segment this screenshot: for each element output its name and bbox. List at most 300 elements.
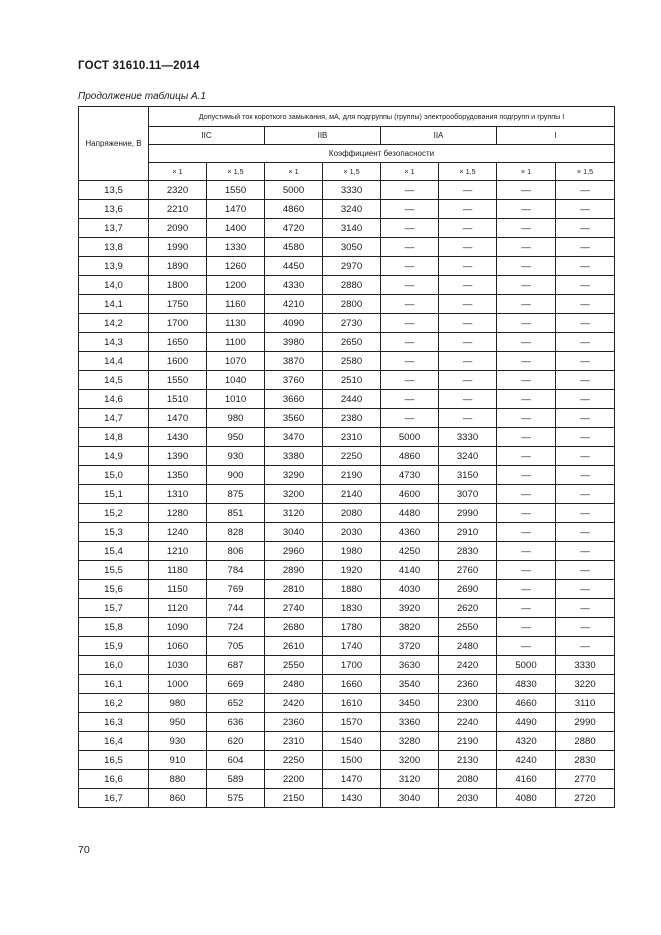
- current-cell: 2250: [323, 447, 381, 466]
- voltage-cell: 16,7: [79, 789, 149, 808]
- current-cell: 2690: [439, 580, 497, 599]
- current-cell: 2890: [265, 561, 323, 580]
- current-cell: 3200: [381, 751, 439, 770]
- current-cell: 2080: [323, 504, 381, 523]
- current-cell: 2420: [439, 656, 497, 675]
- current-cell: —: [497, 428, 556, 447]
- current-cell: —: [556, 200, 615, 219]
- current-cell: 4090: [265, 314, 323, 333]
- current-cell: 2310: [323, 428, 381, 447]
- table-row: [79, 732, 615, 751]
- current-cell: 1030: [149, 656, 207, 675]
- table-row: [79, 770, 615, 789]
- current-cell: 1830: [323, 599, 381, 618]
- current-cell: 2210: [149, 200, 207, 219]
- current-cell: 5000: [381, 428, 439, 447]
- current-cell: 1470: [207, 200, 265, 219]
- table-row: [79, 447, 615, 466]
- current-cell: —: [556, 333, 615, 352]
- voltage-cell: 15,5: [79, 561, 149, 580]
- current-cell: —: [439, 333, 497, 352]
- current-cell: —: [556, 352, 615, 371]
- current-cell: 851: [207, 504, 265, 523]
- current-cell: 3980: [265, 333, 323, 352]
- current-cell: 1890: [149, 257, 207, 276]
- current-cell: —: [556, 447, 615, 466]
- table-caption: Продолжение таблицы А.1: [78, 91, 206, 102]
- table-row: [79, 694, 615, 713]
- factor-header-cell: × 1,5: [323, 163, 381, 181]
- current-cell: 4830: [497, 675, 556, 694]
- current-cell: 2960: [265, 542, 323, 561]
- current-cell: 2830: [439, 542, 497, 561]
- voltage-cell: 13,9: [79, 257, 149, 276]
- current-cell: 3330: [556, 656, 615, 675]
- current-cell: —: [497, 637, 556, 656]
- current-cell: —: [497, 618, 556, 637]
- current-cell: —: [439, 219, 497, 238]
- current-cell: 2130: [439, 751, 497, 770]
- voltage-cell: 16,2: [79, 694, 149, 713]
- voltage-cell: 14,0: [79, 276, 149, 295]
- current-cell: 3240: [439, 447, 497, 466]
- current-cell: —: [381, 219, 439, 238]
- current-cell: —: [556, 637, 615, 656]
- table-row: [79, 219, 615, 238]
- current-cell: 1550: [149, 371, 207, 390]
- table-row: [79, 542, 615, 561]
- current-cell: 705: [207, 637, 265, 656]
- current-cell: —: [497, 542, 556, 561]
- current-cell: 1160: [207, 295, 265, 314]
- current-cell: 1990: [149, 238, 207, 257]
- current-cell: 1660: [323, 675, 381, 694]
- current-cell: 3290: [265, 466, 323, 485]
- current-cell: —: [381, 257, 439, 276]
- current-cell: 2300: [439, 694, 497, 713]
- current-cell: 3330: [439, 428, 497, 447]
- table-row: [79, 295, 615, 314]
- current-cell: 1150: [149, 580, 207, 599]
- current-cell: 769: [207, 580, 265, 599]
- current-cell: 2380: [323, 409, 381, 428]
- current-cell: —: [381, 181, 439, 200]
- current-cell: 2720: [556, 789, 615, 808]
- current-cell: 4720: [265, 219, 323, 238]
- current-cell: 1070: [207, 352, 265, 371]
- current-cell: —: [497, 238, 556, 257]
- current-cell: —: [381, 390, 439, 409]
- current-cell: 3200: [265, 485, 323, 504]
- current-cell: 2190: [323, 466, 381, 485]
- current-cell: 4730: [381, 466, 439, 485]
- table-row: [79, 390, 615, 409]
- current-cell: 4330: [265, 276, 323, 295]
- current-cell: 604: [207, 751, 265, 770]
- document-title: ГОСТ 31610.11—2014: [78, 60, 200, 72]
- current-cell: 3050: [323, 238, 381, 257]
- current-cell: 620: [207, 732, 265, 751]
- current-cell: —: [556, 561, 615, 580]
- current-cell: 1470: [323, 770, 381, 789]
- table-row: [79, 276, 615, 295]
- voltage-cell: 16,5: [79, 751, 149, 770]
- current-cell: 5000: [497, 656, 556, 675]
- current-cell: 3380: [265, 447, 323, 466]
- current-cell: 1310: [149, 485, 207, 504]
- current-cell: 900: [207, 466, 265, 485]
- current-cell: 2240: [439, 713, 497, 732]
- table-row: [79, 618, 615, 637]
- current-cell: —: [497, 447, 556, 466]
- table-row: [79, 789, 615, 808]
- voltage-cell: 14,5: [79, 371, 149, 390]
- current-cell: —: [497, 257, 556, 276]
- current-cell: —: [497, 219, 556, 238]
- table-row: [79, 466, 615, 485]
- current-cell: 1240: [149, 523, 207, 542]
- current-cell: 1130: [207, 314, 265, 333]
- current-cell: 3120: [265, 504, 323, 523]
- page-number: 70: [78, 844, 90, 856]
- current-cell: 687: [207, 656, 265, 675]
- current-cell: 1430: [149, 428, 207, 447]
- current-cell: —: [381, 352, 439, 371]
- current-cell: —: [497, 390, 556, 409]
- voltage-cell: 14,7: [79, 409, 149, 428]
- current-cell: 3820: [381, 618, 439, 637]
- current-cell: 2990: [439, 504, 497, 523]
- current-cell: 1800: [149, 276, 207, 295]
- current-cell: 3150: [439, 466, 497, 485]
- current-cell: 2970: [323, 257, 381, 276]
- current-cell: 4160: [497, 770, 556, 789]
- table-row: [79, 580, 615, 599]
- table-row: [79, 200, 615, 219]
- current-cell: —: [497, 314, 556, 333]
- current-cell: —: [556, 542, 615, 561]
- current-cell: —: [497, 409, 556, 428]
- table-row: [79, 599, 615, 618]
- current-cell: 3360: [381, 713, 439, 732]
- current-cell: 2090: [149, 219, 207, 238]
- current-cell: —: [439, 257, 497, 276]
- current-cell: 875: [207, 485, 265, 504]
- current-cell: 2760: [439, 561, 497, 580]
- current-cell: 2510: [323, 371, 381, 390]
- current-cell: 1000: [149, 675, 207, 694]
- voltage-cell: 15,8: [79, 618, 149, 637]
- current-cell: 950: [149, 713, 207, 732]
- current-cell: 2880: [323, 276, 381, 295]
- current-cell: 980: [207, 409, 265, 428]
- voltage-cell: 16,3: [79, 713, 149, 732]
- current-cell: 1090: [149, 618, 207, 637]
- table-row: [79, 675, 615, 694]
- current-cell: 1210: [149, 542, 207, 561]
- current-cell: 2910: [439, 523, 497, 542]
- current-cell: 880: [149, 770, 207, 789]
- current-cell: —: [381, 200, 439, 219]
- current-cell: 4250: [381, 542, 439, 561]
- current-cell: 4580: [265, 238, 323, 257]
- current-cell: 4480: [381, 504, 439, 523]
- current-cell: 2610: [265, 637, 323, 656]
- current-cell: 1060: [149, 637, 207, 656]
- current-cell: 930: [149, 732, 207, 751]
- table-row: [79, 352, 615, 371]
- current-cell: 2320: [149, 181, 207, 200]
- current-cell: 4140: [381, 561, 439, 580]
- factor-header-cell: × 1,5: [207, 163, 265, 181]
- current-cell: 3220: [556, 675, 615, 694]
- current-cell: —: [556, 618, 615, 637]
- current-cell: —: [497, 371, 556, 390]
- current-cell: —: [556, 371, 615, 390]
- table-row: [79, 504, 615, 523]
- current-cell: 860: [149, 789, 207, 808]
- current-cell: 2420: [265, 694, 323, 713]
- factor-header-cell: × 1: [149, 163, 207, 181]
- current-cell: 4320: [497, 732, 556, 751]
- current-cell: 2360: [439, 675, 497, 694]
- voltage-cell: 16,4: [79, 732, 149, 751]
- current-cell: 1740: [323, 637, 381, 656]
- current-cell: —: [381, 371, 439, 390]
- current-cell: —: [497, 276, 556, 295]
- current-cell: —: [439, 390, 497, 409]
- current-cell: 575: [207, 789, 265, 808]
- current-cell: —: [556, 181, 615, 200]
- voltage-cell: 15,9: [79, 637, 149, 656]
- current-cell: 4210: [265, 295, 323, 314]
- current-cell: 1010: [207, 390, 265, 409]
- factor-header-cell: × 1: [497, 163, 556, 181]
- current-cell: 4860: [381, 447, 439, 466]
- current-cell: 3720: [381, 637, 439, 656]
- voltage-cell: 13,7: [79, 219, 149, 238]
- table-row: [79, 371, 615, 390]
- table-row: [79, 561, 615, 580]
- voltage-cell: 14,1: [79, 295, 149, 314]
- current-cell: 1200: [207, 276, 265, 295]
- current-cell: —: [439, 181, 497, 200]
- current-cell: 3240: [323, 200, 381, 219]
- group-header-iib: IIB: [265, 127, 381, 145]
- current-cell: —: [439, 238, 497, 257]
- current-cell: 669: [207, 675, 265, 694]
- current-cell: 1430: [323, 789, 381, 808]
- current-cell: 784: [207, 561, 265, 580]
- current-cell: 3110: [556, 694, 615, 713]
- current-cell: 1390: [149, 447, 207, 466]
- current-cell: —: [497, 504, 556, 523]
- current-cell: 1700: [149, 314, 207, 333]
- current-cell: 2810: [265, 580, 323, 599]
- current-cell: 2030: [439, 789, 497, 808]
- current-cell: 3870: [265, 352, 323, 371]
- factor-header-cell: × 1: [381, 163, 439, 181]
- current-cell: 1610: [323, 694, 381, 713]
- voltage-cell: 15,2: [79, 504, 149, 523]
- current-cell: 910: [149, 751, 207, 770]
- current-cell: 1880: [323, 580, 381, 599]
- current-cell: —: [556, 504, 615, 523]
- voltage-cell: 14,3: [79, 333, 149, 352]
- current-cell: 2200: [265, 770, 323, 789]
- current-cell: —: [497, 295, 556, 314]
- current-cell: —: [556, 390, 615, 409]
- current-cell: 1920: [323, 561, 381, 580]
- table-row: [79, 523, 615, 542]
- current-cell: 1400: [207, 219, 265, 238]
- current-cell: 652: [207, 694, 265, 713]
- current-cell: 744: [207, 599, 265, 618]
- current-cell: 4080: [497, 789, 556, 808]
- current-cell: 1540: [323, 732, 381, 751]
- voltage-cell: 15,7: [79, 599, 149, 618]
- current-cell: 2360: [265, 713, 323, 732]
- voltage-cell: 15,1: [79, 485, 149, 504]
- current-cell: 2550: [265, 656, 323, 675]
- current-cell: 3660: [265, 390, 323, 409]
- current-cell: 1510: [149, 390, 207, 409]
- current-cell: —: [439, 371, 497, 390]
- current-cell: —: [556, 238, 615, 257]
- table-row: [79, 257, 615, 276]
- voltage-cell: 14,9: [79, 447, 149, 466]
- voltage-cell: 16,0: [79, 656, 149, 675]
- current-cell: —: [439, 409, 497, 428]
- current-cell: —: [439, 314, 497, 333]
- current-cell: 2650: [323, 333, 381, 352]
- group-header-i: I: [497, 127, 615, 145]
- current-cell: 1260: [207, 257, 265, 276]
- current-cell: 3760: [265, 371, 323, 390]
- voltage-cell: 13,8: [79, 238, 149, 257]
- current-cell: 980: [149, 694, 207, 713]
- voltage-header: Напряжение, В: [79, 107, 149, 181]
- current-cell: 2620: [439, 599, 497, 618]
- current-cell: —: [497, 181, 556, 200]
- current-cell: 2990: [556, 713, 615, 732]
- current-cell: 4450: [265, 257, 323, 276]
- current-cell: 2770: [556, 770, 615, 789]
- current-cell: 950: [207, 428, 265, 447]
- current-cell: 3560: [265, 409, 323, 428]
- current-cell: 2680: [265, 618, 323, 637]
- current-cell: 589: [207, 770, 265, 789]
- factor-header-cell: × 1,5: [556, 163, 615, 181]
- factor-header-cell: × 1,5: [439, 163, 497, 181]
- current-cell: —: [497, 561, 556, 580]
- current-cell: 1180: [149, 561, 207, 580]
- table-row: [79, 181, 615, 200]
- group-header-iic: IIC: [149, 127, 265, 145]
- current-cell: 2250: [265, 751, 323, 770]
- table-row: [79, 713, 615, 732]
- current-cell: 2440: [323, 390, 381, 409]
- table-row: [79, 314, 615, 333]
- safety-factor-header: Коэффициент безопасности: [149, 145, 615, 163]
- table-row: [79, 409, 615, 428]
- current-cell: 1750: [149, 295, 207, 314]
- current-cell: 1120: [149, 599, 207, 618]
- table-row: [79, 656, 615, 675]
- voltage-cell: 16,6: [79, 770, 149, 789]
- current-cell: 724: [207, 618, 265, 637]
- current-cell: 1600: [149, 352, 207, 371]
- current-cell: 5000: [265, 181, 323, 200]
- current-cell: 3140: [323, 219, 381, 238]
- current-cell: 2150: [265, 789, 323, 808]
- current-cell: —: [381, 314, 439, 333]
- current-cell: —: [381, 333, 439, 352]
- current-cell: —: [381, 295, 439, 314]
- current-cell: 1980: [323, 542, 381, 561]
- current-cell: 3540: [381, 675, 439, 694]
- current-cell: 2140: [323, 485, 381, 504]
- current-cell: 2740: [265, 599, 323, 618]
- current-cell: —: [497, 352, 556, 371]
- current-cell: 2480: [439, 637, 497, 656]
- current-cell: 3040: [381, 789, 439, 808]
- voltage-cell: 14,8: [79, 428, 149, 447]
- current-cell: 2730: [323, 314, 381, 333]
- current-cell: 2830: [556, 751, 615, 770]
- current-cell: —: [381, 238, 439, 257]
- current-cell: 1470: [149, 409, 207, 428]
- current-cell: 1500: [323, 751, 381, 770]
- current-cell: 1330: [207, 238, 265, 257]
- short-circuit-current-table: [78, 106, 615, 808]
- current-cell: 3070: [439, 485, 497, 504]
- current-cell: 828: [207, 523, 265, 542]
- table-body: [79, 181, 615, 808]
- current-cell: 4360: [381, 523, 439, 542]
- current-cell: —: [556, 580, 615, 599]
- current-cell: —: [497, 333, 556, 352]
- current-cell: —: [439, 200, 497, 219]
- current-cell: 4860: [265, 200, 323, 219]
- current-cell: —: [556, 466, 615, 485]
- current-cell: 1700: [323, 656, 381, 675]
- current-cell: —: [556, 276, 615, 295]
- current-cell: 1100: [207, 333, 265, 352]
- current-cell: —: [381, 276, 439, 295]
- current-cell: 2080: [439, 770, 497, 789]
- current-cell: 3120: [381, 770, 439, 789]
- current-cell: —: [497, 523, 556, 542]
- current-cell: —: [439, 295, 497, 314]
- voltage-cell: 15,4: [79, 542, 149, 561]
- factor-header-cell: × 1: [265, 163, 323, 181]
- current-cell: 1650: [149, 333, 207, 352]
- current-cell: 3280: [381, 732, 439, 751]
- current-cell: 4600: [381, 485, 439, 504]
- voltage-cell: 13,5: [79, 181, 149, 200]
- current-cell: 3630: [381, 656, 439, 675]
- current-cell: 2580: [323, 352, 381, 371]
- voltage-cell: 14,4: [79, 352, 149, 371]
- current-cell: 1350: [149, 466, 207, 485]
- current-cell: 806: [207, 542, 265, 561]
- current-cell: —: [381, 409, 439, 428]
- current-cell: —: [497, 599, 556, 618]
- current-cell: —: [556, 523, 615, 542]
- table-row: [79, 428, 615, 447]
- current-cell: 4490: [497, 713, 556, 732]
